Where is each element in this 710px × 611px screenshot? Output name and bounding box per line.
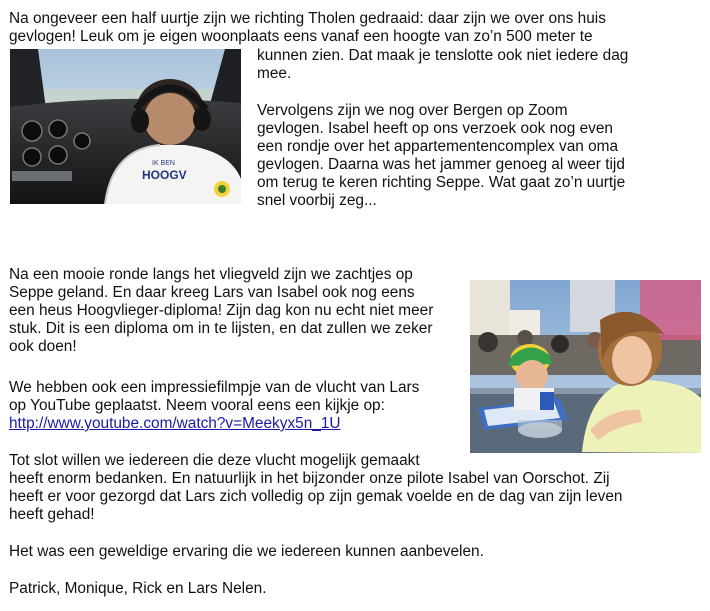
diploma-photo [470,280,701,453]
closing-line: Het was een geweldige ervaring die we iedereen kunnen aanbevelen. [9,543,484,560]
paragraph-line: gevlogen! Leuk om je eigen woonplaats eens vanaf een hoogte van zo’n 500 meter te [9,28,593,45]
paragraph-line: stuk. Dit is een diploma om in te lijsten, en dat zullen we zeker [9,320,433,337]
signature: Patrick, Monique, Rick en Lars Nelen. [9,580,267,597]
paragraph-line: Vervolgens zijn we nog over Bergen op Zoom [257,102,568,119]
paragraph-line: snel voorbij zeg... [257,192,377,209]
youtube-link[interactable]: http://www.youtube.com/watch?v=Meekyx5n_1U [9,415,341,432]
shirt-text: IK BEN [152,160,175,167]
paragraph-line: heeft gehad! [9,506,95,523]
paragraph-line: om terug te keren richting Seppe. Wat gaat zo’n uurtje [257,174,626,191]
paragraph-line: mee. [257,65,292,82]
cockpit-photo [10,49,241,204]
paragraph-line: ook doen! [9,338,77,355]
paragraph-line: gevlogen. Daarna was het jammer genoeg al weer tijd [257,156,625,173]
paragraph-line: een rondje over het appartementencomplex van oma [257,138,619,155]
paragraph-line: Na ongeveer een half uurtje zijn we richting Tholen gedraaid: daar zijn we over ons huis [9,10,606,27]
paragraph-line: Tot slot willen we iedereen die deze vlucht mogelijk gemaakt [9,452,420,469]
paragraph-line: een heus Hoogvlieger-diploma! Zijn dag kon nu echt niet meer [9,302,434,319]
paragraph-line: gevlogen. Isabel heeft op ons verzoek ook nog even [257,120,613,137]
paragraph-line: Na een mooie ronde langs het vliegveld zijn we zachtjes op [9,266,413,283]
paragraph-line: heeft er voor gezorgd dat Lars zich volledig op zijn gemak voelde en de dag van zijn leven [9,488,623,505]
paragraph-line: Seppe geland. En daar kreeg Lars van Isabel ook nog eens [9,284,415,301]
paragraph-line: op YouTube geplaatst. Neem vooral eens een kijkje op: [9,397,385,414]
shirt-text: HOOGV [142,168,187,182]
paragraph-line: kunnen zien. Dat maak je tenslotte ook niet iedere dag [257,47,629,64]
paragraph-line: heeft enorm bedanken. En natuurlijk in het bijzonder onze pilote Isabel van Oorschot. Zij [9,470,610,487]
paragraph-line: We hebben ook een impressiefilmpje van de vlucht van Lars [9,379,420,396]
